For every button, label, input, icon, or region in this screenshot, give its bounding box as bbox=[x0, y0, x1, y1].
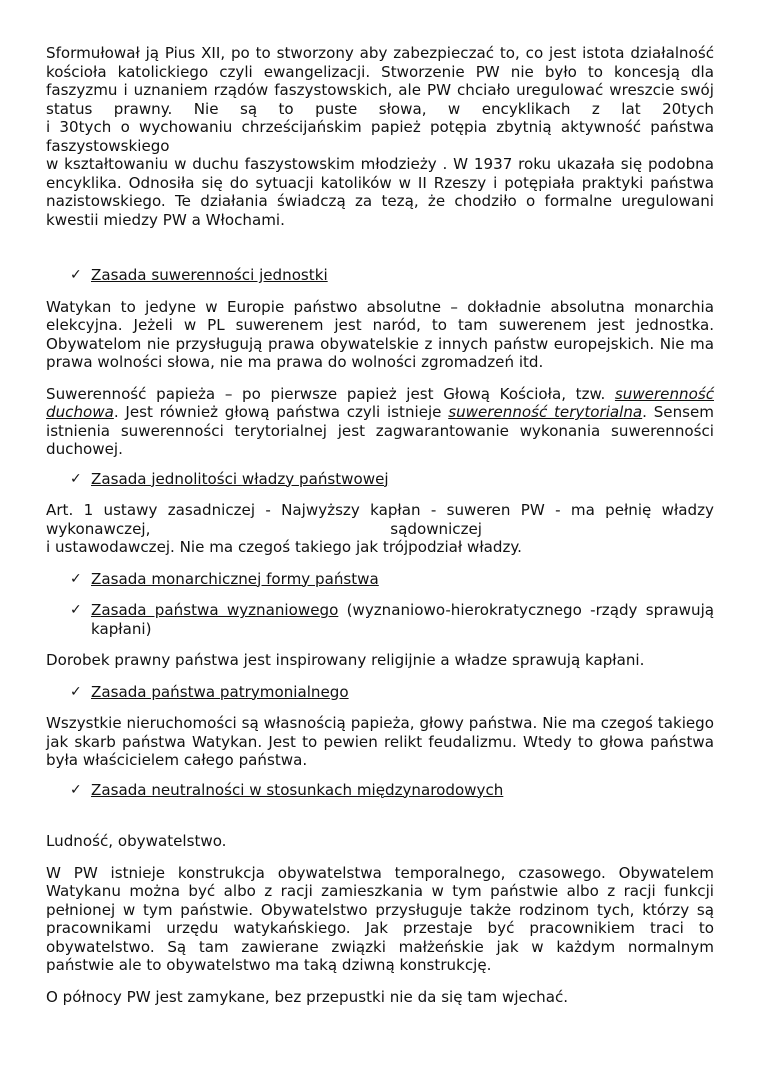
text-line: wykonawczej, sądowniczej bbox=[46, 519, 482, 538]
text-line: faszystowskiego bbox=[46, 136, 170, 155]
bullet-heading: Zasada państwa patrymonialnego bbox=[91, 682, 349, 701]
bullet-forma-monarchiczna bbox=[46, 570, 714, 589]
text-line: faszyzmu i uznaniem rządów faszystowskich, ale PW chciało uregulować wreszcie swój bbox=[46, 81, 714, 99]
paragraph-property: Wszystkie nieruchomości są własnością papieża, głowy państwa. Nie ma czegoś takiego jak skarb państwa Watykan. Jest to pewien relikt feudalizmu. Wtedy to głowa państwa była właścicielem całego państwa. bbox=[46, 714, 714, 769]
bullet-heading: Zasada neutralności w stosunkach międzynarodowych bbox=[91, 780, 504, 799]
text-line: i 30tych o wychowaniu chrześcijańskim papież potępia zbytnią aktywność państwa bbox=[46, 118, 714, 136]
text-line: Sformułował ją Pius XII, po to stworzony aby zabezpieczać to, co jest istota działalność bbox=[46, 44, 714, 62]
bullet-suwerennosc-jednostki bbox=[46, 266, 714, 285]
text-line: w kształtowaniu w duchu faszystowskim młodzieży . W 1937 roku ukazała się podobna bbox=[46, 155, 714, 173]
bullet-neutralnosc bbox=[46, 781, 714, 800]
bullet-heading: Zasada monarchicznej formy państwa bbox=[91, 569, 379, 588]
term-territorial-sovereignty: suwerenność terytorialna bbox=[448, 403, 643, 421]
checkmark-icon: ✓ bbox=[70, 781, 82, 798]
paragraph-citizenship: W PW istnieje konstrukcja obywatelstwa temporalnego, czasowego. Obywatelem Watykanu można być albo z racji zamieszkania w tym państwie albo z racji funkcji pełnionej w tym państwie. Obywatelstwo przysługuje także rodzinom tych, którzy są pracownikami urzędu watykańskiego. Jak przestaje być pracownikiem traci to obywatelstwo. Są tam zawierane związki małżeńskie jak w każdym normalnym państwie ale to obywatelstwo ma taką dziwną konstrukcję. bbox=[46, 863, 714, 974]
text-line: Art. 1 ustawy zasadniczej - Najwyższy kapłan - suweren PW - ma pełnię władzy bbox=[46, 501, 714, 519]
term-spiritual-sovereignty: suwerenność duchowa bbox=[46, 384, 714, 421]
section-heading: Ludność, obywatelstwo. bbox=[46, 832, 227, 850]
bullet-heading: Zasada państwa wyznaniowego bbox=[91, 601, 339, 619]
paragraph-closing: O północy PW jest zamykane, bez przepustki nie da się tam wjechać. bbox=[46, 987, 569, 1006]
paragraph-absolutism: Watykan to jedyne w Europie państwo absolutne – dokładnie absolutna monarchia elekcyjna. Jeżeli w PL suwerenem jest naród, to tam suwerenem jest jednostka. Obywatelom nie przysługują prawa obywatelskie z innych państw europejskich. Nie ma prawa wolności słowa, nie ma prawa do wolności zgromadzeń itd. bbox=[46, 297, 714, 371]
text-line: kościoła katolickiego czyli ewangelizacji. Stworzenie PW nie było to koncesją dla bbox=[46, 62, 714, 81]
text-line: status prawny. Nie są to puste słowa, w encyklikach z lat 20tych bbox=[46, 99, 714, 118]
intro-paragraph bbox=[46, 44, 714, 229]
text-line: encyklika. Odnosiła się do sytuacji katolików w II Rzeszy i potępiała praktyki państwa bbox=[46, 173, 714, 192]
document-page bbox=[46, 44, 714, 1006]
checkmark-icon: ✓ bbox=[70, 602, 82, 618]
text-line: kwestii miedzy PW a Włochami. bbox=[46, 210, 285, 229]
bullet-panstwo-patrymonialne bbox=[46, 683, 714, 702]
paragraph-pope-sovereignty: Suwerenność papieża – po pierwsze papież jest Głową Kościoła, tzw. suwerenność duchowa. Jest również głową państwa czyli istnieje suwerenność terytorialna. Sensem istnienia suwerenności terytorialnej jest zagwarantowanie wykonania suwerenności duchowej. bbox=[46, 384, 714, 458]
bullet-heading: Zasada jednolitości władzy państwowej bbox=[91, 469, 389, 488]
paragraph-art1 bbox=[46, 501, 714, 557]
bullet-panstwo-wyznaniowe bbox=[46, 601, 714, 638]
bullet-jednolitosc-wladzy bbox=[46, 470, 714, 489]
checkmark-icon: ✓ bbox=[70, 470, 82, 487]
text-line: nazistowskiego. Te działania świadczą za tezą, że chodziło o formalne uregulowani bbox=[46, 192, 714, 210]
bullet-extra: (wyznaniowo-hierokratycznego -rządy sprawują kapłani) bbox=[91, 601, 715, 638]
bullet-heading: Zasada suwerenności jednostki bbox=[91, 266, 328, 284]
paragraph-legal: Dorobek prawny państwa jest inspirowany religijnie a władze sprawują kapłani. bbox=[46, 651, 645, 669]
checkmark-icon: ✓ bbox=[70, 570, 82, 587]
checkmark-icon: ✓ bbox=[70, 267, 82, 283]
checkmark-icon: ✓ bbox=[70, 683, 82, 700]
text-line: i ustawodawczej. Nie ma czegoś takiego jak trójpodział władzy. bbox=[46, 538, 522, 556]
